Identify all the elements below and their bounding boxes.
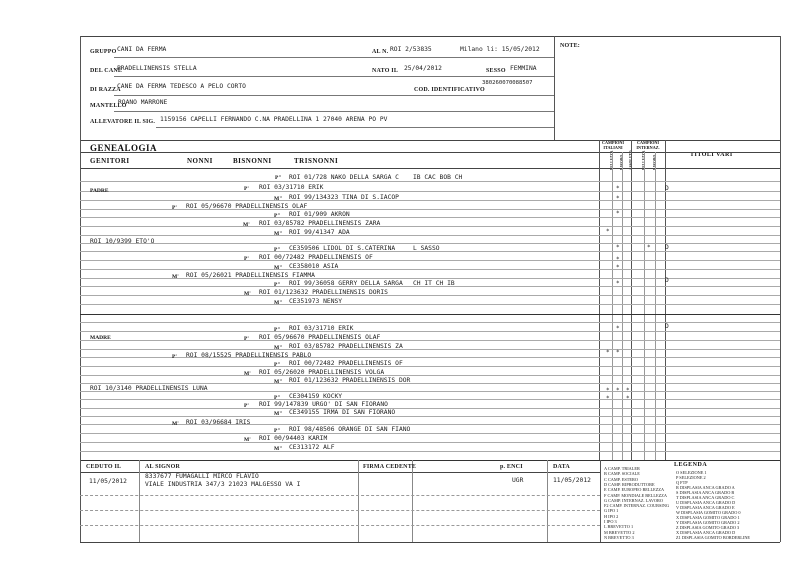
padre-madre-divider — [80, 314, 780, 315]
data-value: 11/05/2012 — [553, 477, 591, 484]
legend-entry: S DISPLASIA ANCA GRADO B — [676, 490, 735, 495]
legend-entry: T DISPLASIA ANCA GRADO C — [676, 495, 735, 500]
pedigree-entry: ROI 99/147839 URGO' DI SAN FIORANO — [259, 401, 388, 408]
transfer-row-line — [80, 525, 600, 526]
pedigree-entry: CE313172 ALF — [289, 444, 335, 451]
pedigree-row-line — [80, 191, 780, 192]
madre-label: MADRE — [90, 335, 111, 341]
signor-line-2: VIALE INDUSTRIA 347/3 21023 MALGESSO VA I — [145, 481, 301, 488]
row-tag: M' — [172, 421, 179, 427]
gen-head-line — [80, 168, 780, 169]
pedigree-row-line — [80, 357, 780, 358]
transfer-col-4 — [547, 460, 548, 542]
camp-col-a — [612, 152, 613, 460]
legend-title: LEGENDA — [674, 462, 708, 468]
champion-mark: * — [606, 228, 610, 235]
row-tag: M" — [274, 265, 283, 271]
col-assoluto-it: ASSOLUTO — [629, 150, 633, 170]
pedigree-entry: ROI 03/85782 PRADELLINENSIS ZA — [289, 343, 403, 350]
allevatore-label: ALLEVATORE IL SIG. — [90, 119, 156, 125]
pedigree-row-line — [80, 399, 780, 400]
row-tag: P" — [275, 175, 282, 181]
ceduto-il-value: 11/05/2012 — [89, 478, 127, 485]
pedigree-row-line — [80, 200, 780, 201]
gruppo-label: GRUPPO — [90, 49, 117, 55]
entry-titles: IB CAC BOB CH — [413, 174, 463, 181]
pedigree-entry: CE358010 ASIA — [289, 263, 339, 270]
pedigree-row-line — [80, 235, 780, 236]
pedigree-entry: ROI 99/41347 ADA — [289, 229, 350, 236]
pedigree-entry: ROI 00/72482 PRADELLINENSIS OF — [289, 360, 403, 367]
legend-entry: N BREVETTO 3 — [604, 534, 634, 540]
padre-label: PADRE — [90, 188, 109, 194]
issue-date: Milano li: 15/05/2012 — [460, 46, 540, 53]
transfer-left-border — [80, 460, 81, 542]
camp-col-mid — [631, 140, 632, 460]
pedigree-entry: ROI 03/31710 ERIK — [289, 325, 354, 332]
transfer-row-line — [80, 510, 600, 511]
gen-title-line — [80, 152, 780, 153]
legend-entry: M BREVETTO 2 — [604, 529, 635, 535]
genealogia-title: GENEALOGIA — [90, 143, 158, 153]
sesso-value: FEMMINA — [510, 65, 537, 72]
row-tag: M" — [274, 300, 283, 306]
legend-entry: F2 CAMP. INTERNAZ. COURSING — [604, 503, 670, 509]
champion-mark: * — [626, 387, 630, 394]
mantello-label: MANTELLO — [90, 103, 127, 109]
del-cane-label: DEL CANE — [90, 68, 123, 74]
champion-mark: * — [616, 244, 620, 251]
legend-entry: G CAMP. INTERNAZ. LAVORO — [604, 497, 664, 503]
razza-underline — [114, 95, 554, 96]
pedigree-entry: ROI 01/123632 PRADELLINENSIS DOR — [289, 377, 411, 384]
legend-entry: Q FTP — [676, 480, 688, 485]
row-tag: P" — [274, 327, 281, 333]
champion-mark: * — [616, 185, 620, 192]
transfer-col-3 — [412, 460, 413, 542]
champion-mark: * — [606, 349, 610, 356]
pedigree-row-line — [80, 278, 780, 279]
gen-left-border — [80, 140, 81, 460]
gruppo-value: CANI DA FERMA — [117, 46, 167, 53]
row-tag: P' — [244, 256, 249, 262]
pedigree-entry: ROI 99/134323 TINA DI S.IACOP — [289, 194, 399, 201]
legend-entry: W DISPLASIA GOMITO GRADO 0 — [676, 510, 741, 515]
legend-entry: X DISPLASIA ANCA GRADO D — [676, 530, 736, 535]
legend-entry: A CAMP. TRIALER — [604, 466, 640, 471]
titoli-vari-heading: TITOLI VARI — [690, 152, 733, 158]
champion-mark: * — [616, 264, 620, 271]
champion-mark: * — [616, 256, 620, 263]
pedigree-row-line — [80, 181, 780, 182]
di-razza-value: CANE DA FERMA TEDESCO A PELO CORTO — [117, 83, 246, 90]
right-border — [780, 36, 781, 542]
pedigree-entry: ROI 05/26020 PRADELLINENSIS VOLGA — [259, 369, 385, 376]
allevatore-value: 1159156 CAPELLI FERNANDO C.NA PRADELLINA 1 27040 ARENA PO PV — [160, 116, 388, 123]
champion-mark: * — [616, 210, 620, 217]
pedigree-entry: ROI 01/909 AKRON — [289, 211, 350, 218]
legend-entry: I IPO 3 — [604, 519, 617, 524]
camp-col-d — [655, 152, 656, 460]
firma-cedente-label: FIRMA CEDENTE — [363, 464, 417, 470]
pedigree-entry: ROI 05/26021 PRADELLINENSIS FIAMMA — [186, 272, 315, 279]
mantello-underline — [114, 111, 554, 112]
legend-entry: G IPO 1 — [604, 508, 619, 514]
pedigree-entry: ROI 05/96670 PRADELLINENSIS OLAF — [186, 203, 308, 210]
legend-entry: X DISPLASIA GOMITO GRADO 1 — [676, 515, 740, 520]
col-bellezza-it: BELLEZZA — [610, 150, 614, 170]
row-tag: M" — [274, 345, 283, 351]
di-razza-label: DI RAZZA — [90, 87, 121, 93]
allevatore-underline — [156, 127, 554, 128]
pedigree-row-line — [80, 295, 780, 296]
row-tag: M' — [244, 291, 251, 297]
pedigree-row-line — [80, 366, 780, 367]
champion-mark: * — [616, 387, 620, 394]
camp-col-left — [599, 140, 600, 460]
pedigree-row-line — [80, 331, 780, 332]
titoli-d-mark: D — [665, 277, 669, 284]
pedigree-row-line — [80, 260, 780, 261]
pedigree-entry: CE359506 LIDOL DI S.CATERINA — [289, 245, 396, 252]
header-bottom-border — [80, 140, 780, 141]
nato-il-label: NATO IL — [372, 68, 399, 74]
transfer-col-1 — [139, 460, 140, 542]
row-tag: M' — [244, 371, 251, 377]
enci-label: p. ENCI — [500, 464, 523, 470]
pedigree-row-line — [80, 209, 780, 210]
row-tag: P" — [274, 362, 281, 368]
row-tag: M' — [243, 222, 250, 228]
al-n-label: AL N. — [372, 49, 389, 55]
pedigree-row-line — [80, 416, 780, 417]
legend-entry: Y DISPLASIA GOMITO GRADO 2 — [676, 520, 740, 525]
row-tag: P" — [274, 282, 281, 288]
row-tag: M" — [274, 231, 283, 237]
row-tag: M" — [274, 196, 283, 202]
row-tag: P" — [274, 247, 281, 253]
pedigree-row-line — [80, 340, 780, 341]
legend-entry: C CAMP. ESTERO — [604, 476, 639, 482]
row-tag: M' — [244, 437, 251, 443]
champion-mark: * — [606, 387, 610, 394]
entry-titles: L SASSO — [413, 245, 440, 252]
transfer-row-line — [80, 495, 600, 496]
titoli-d-mark: D — [665, 185, 669, 192]
pedigree-row-line — [80, 226, 780, 227]
pedigree-row-line — [80, 243, 780, 244]
cod-label: COD. IDENTIFICATIVO — [414, 87, 485, 93]
legend-entry: P SELEZIONE 2 — [676, 475, 706, 480]
pedigree-entry: ROI 99/36058 GERRY DELLA SARGA — [289, 280, 403, 287]
del-cane-underline — [114, 76, 554, 77]
legend-entry: B CAMP. SOCIALE — [604, 471, 640, 477]
del-cane-value: PRADELLINENSIS STELLA — [117, 65, 197, 72]
sesso-label: SESSO — [486, 68, 506, 74]
dam-entry: ROI 10/3140 PRADELLINENSIS LUNA — [90, 385, 208, 392]
note-label: NOTE: — [560, 43, 581, 49]
pedigree-entry: ROI 03/85782 PRADELLINENSIS ZARA — [259, 220, 381, 227]
entry-titles: CH IT CH IB — [413, 280, 455, 287]
legend-entry: E CAMP. EUROPEO BELLEZZA — [604, 487, 665, 493]
row-tag: P' — [244, 403, 249, 409]
signor-line-1: 8337677 FUMAGALLI MIRCO FLAVIO — [145, 473, 259, 480]
pedigree-entry: CE351973 NENSY — [289, 298, 343, 305]
row-tag: P' — [172, 354, 177, 360]
pedigree-entry: ROI 03/96684 IRIS — [186, 419, 251, 426]
legend-entry: H IPO 2 — [604, 513, 619, 519]
pedigree-row-line — [80, 304, 780, 305]
pedigree-row-line — [80, 217, 780, 218]
pedigree-row-line — [80, 375, 780, 376]
pedigree-row-line — [80, 442, 780, 443]
col-lavoro-it: LAVORO — [620, 154, 624, 170]
champion-mark: * — [616, 325, 620, 332]
row-tag: P" — [274, 428, 281, 434]
gruppo-underline — [114, 57, 554, 58]
legend-entry: L BREVETTO 1 — [604, 524, 634, 530]
pedigree-entry: ROI 00/72482 PRADELLINENSIS OF — [259, 254, 373, 261]
mantello-value: ROANO MARRONE — [118, 99, 168, 106]
enci-value: UGR — [512, 477, 524, 484]
trisnonni-heading: TRISNONNI — [294, 157, 339, 165]
data-label: DATA — [553, 464, 570, 470]
legend-left-border — [600, 460, 601, 542]
cod-value: 380260070088507 — [482, 80, 533, 86]
pedigree-entry: ROI 01/123632 PRADELLINENSIS DORIS — [259, 289, 388, 296]
champion-mark: * — [616, 280, 620, 287]
row-tag: M" — [274, 379, 283, 385]
legend-entry: Z1 DISPLASIA GOMITO BORDERLINE — [676, 535, 751, 540]
row-tag: M" — [274, 446, 283, 452]
titoli-d-mark: D — [665, 323, 669, 330]
header-left-border — [80, 36, 81, 140]
row-tag: P" — [274, 395, 281, 401]
pedigree-entry: ROI 03/31710 ERIK — [259, 184, 324, 191]
champion-mark: * — [626, 395, 630, 402]
legend-entry: F CAMP. MONDIALE BELLEZZA — [604, 492, 668, 498]
pedigree-row-line — [80, 269, 780, 270]
legend-entry: Z DISPLASIA GOMITO GRADO 3 — [676, 525, 740, 530]
pedigree-entry: ROI 05/96670 PRADELLINENSIS OLAF — [259, 334, 381, 341]
legend-entry: V DISPLASIA ANCA GRADO E — [676, 505, 735, 510]
sire-entry: ROI 10/9399 ETO'O — [90, 238, 155, 245]
camp-col-b — [622, 152, 623, 460]
pedigree-entry: CE304159 KOCKY — [289, 393, 343, 400]
pedigree-entry: ROI 00/94403 KARIM — [259, 435, 328, 442]
pedigree-row-line — [80, 408, 780, 409]
note-divider — [554, 36, 555, 140]
pedigree-row-line — [80, 322, 780, 323]
champion-mark: * — [606, 395, 610, 402]
transfer-col-2 — [358, 460, 359, 542]
campioni-internaz-heading: CAMPIONI INTERNAZ. — [636, 140, 660, 150]
champion-mark: * — [647, 244, 651, 251]
nonni-heading: NONNI — [187, 157, 213, 165]
row-tag: P" — [274, 213, 281, 219]
row-tag: M' — [172, 274, 179, 280]
bottom-border — [80, 542, 780, 543]
ceduto-il-label: CEDUTO IL — [86, 464, 122, 470]
col-bellezza-int: BELLEZZA — [642, 150, 646, 170]
row-tag: P' — [172, 205, 177, 211]
champion-mark: * — [616, 195, 620, 202]
pedigree-entry: ROI 01/728 NAKO DELLA SARGA C — [289, 174, 399, 181]
pedigree-entry: ROI 98/48506 ORANGE DI SAN FIANO — [289, 426, 411, 433]
champion-mark: * — [616, 349, 620, 356]
pedigree-entry: CE349155 IRMA DI SAN FIORANO — [289, 409, 396, 416]
col-lavoro-int: LAVORO — [653, 154, 657, 170]
pedigree-row-line — [80, 424, 780, 425]
pedigree-row-line — [80, 383, 780, 384]
genitori-heading: GENITORI — [90, 157, 130, 165]
row-tag: P' — [244, 336, 249, 342]
nato-il-value: 25/04/2012 — [404, 65, 442, 72]
al-signor-label: AL SIGNOR — [145, 464, 180, 470]
campioni-italiani-heading: CAMPIONI ITALIANI — [601, 140, 625, 150]
bisnonni-heading: BISNONNI — [233, 157, 272, 165]
legend-entry: O SELEZIONE 1 — [676, 470, 707, 475]
titoli-d-mark: D — [665, 244, 669, 251]
pedigree-entry: ROI 08/15525 PRADELLINENSIS PABLO — [186, 352, 312, 359]
pedigree-row-line — [80, 349, 780, 350]
legend-entry: D CAMP. RIPRODUTTORE — [604, 481, 655, 487]
pedigree-row-line — [80, 451, 780, 452]
gen-bottom-border — [80, 460, 780, 461]
legend-entry: R DISPLASIA ANCA GRADO A — [676, 485, 735, 490]
row-tag: M" — [274, 411, 283, 417]
al-n-value: ROI 2/53835 — [390, 46, 432, 53]
camp-col-c — [644, 152, 645, 460]
pedigree-row-line — [80, 433, 780, 434]
legend-entry: U DISPLASIA ANCA GRADO D — [676, 500, 736, 505]
row-tag: P' — [244, 186, 249, 192]
top-border — [80, 36, 780, 37]
